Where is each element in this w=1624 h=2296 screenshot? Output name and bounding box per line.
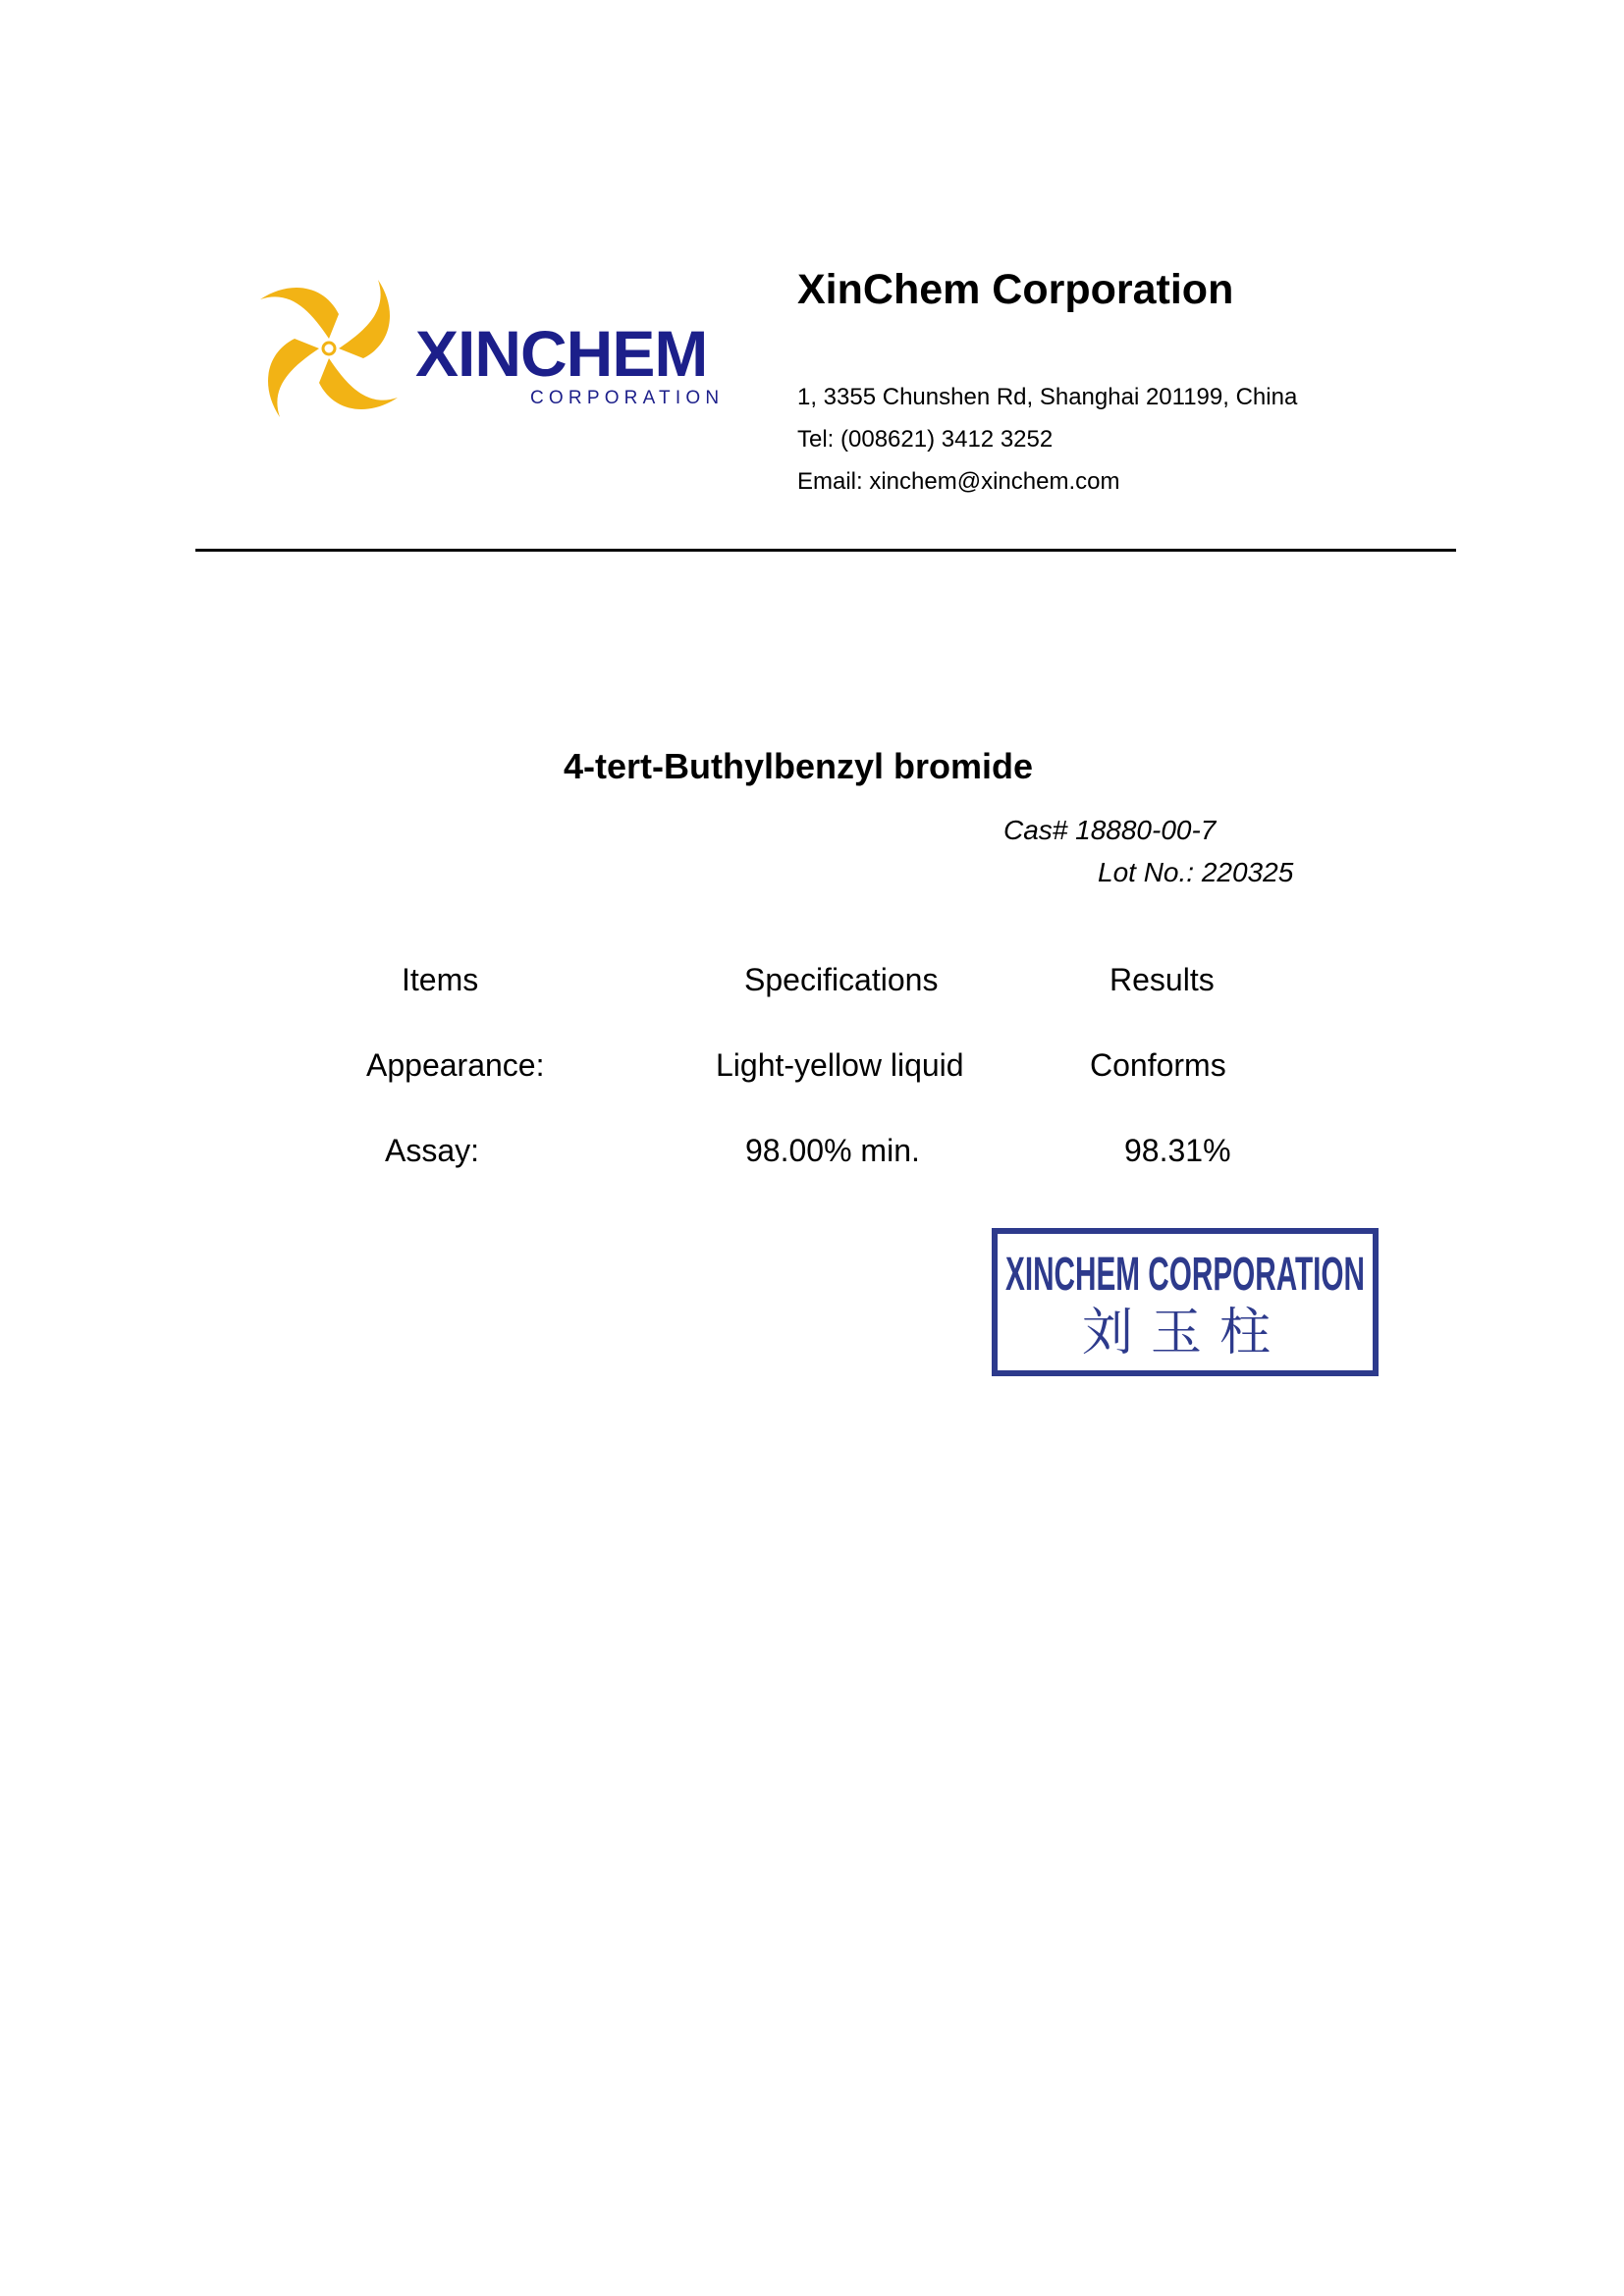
company-stamp xyxy=(992,1228,1379,1376)
company-address: 1, 3355 Chunshen Rd, Shanghai 201199, China xyxy=(797,384,1298,410)
company-tel: Tel: (008621) 3412 3252 xyxy=(797,426,1054,453)
stamp-graphic xyxy=(998,1234,1373,1370)
company-logo xyxy=(250,270,725,437)
table-cell-item: Assay: xyxy=(385,1133,480,1168)
cas-number: Cas# 18880-00-7 xyxy=(1003,815,1217,845)
stamp-line-1: XINCHEM CORPORATION xyxy=(1005,1249,1365,1301)
company-email: Email: xinchem@xinchem.com xyxy=(797,468,1120,495)
stamp-line-2: 刘玉柱 xyxy=(1081,1304,1289,1362)
table-cell-result: 98.31% xyxy=(1124,1133,1231,1168)
table-header-results: Results xyxy=(1110,962,1215,997)
lot-number: Lot No.: 220325 xyxy=(1098,857,1294,887)
logo-subtitle: CORPORATION xyxy=(530,388,725,408)
table-cell-item: Appearance: xyxy=(366,1047,545,1083)
table-cell-specification: 98.00% min. xyxy=(745,1133,920,1168)
table-cell-result: Conforms xyxy=(1090,1047,1226,1083)
table-header-items: Items xyxy=(402,962,479,997)
pinwheel-swirl-icon xyxy=(250,270,407,427)
product-name: 4-tert-Buthylbenzyl bromide xyxy=(564,746,1034,786)
company-name: XinChem Corporation xyxy=(797,266,1234,313)
table-header-specifications: Specifications xyxy=(744,962,939,997)
logo-wordmark: XINCHEM xyxy=(415,317,708,390)
table-cell-specification: Light-yellow liquid xyxy=(716,1047,964,1083)
header-divider xyxy=(195,549,1456,552)
